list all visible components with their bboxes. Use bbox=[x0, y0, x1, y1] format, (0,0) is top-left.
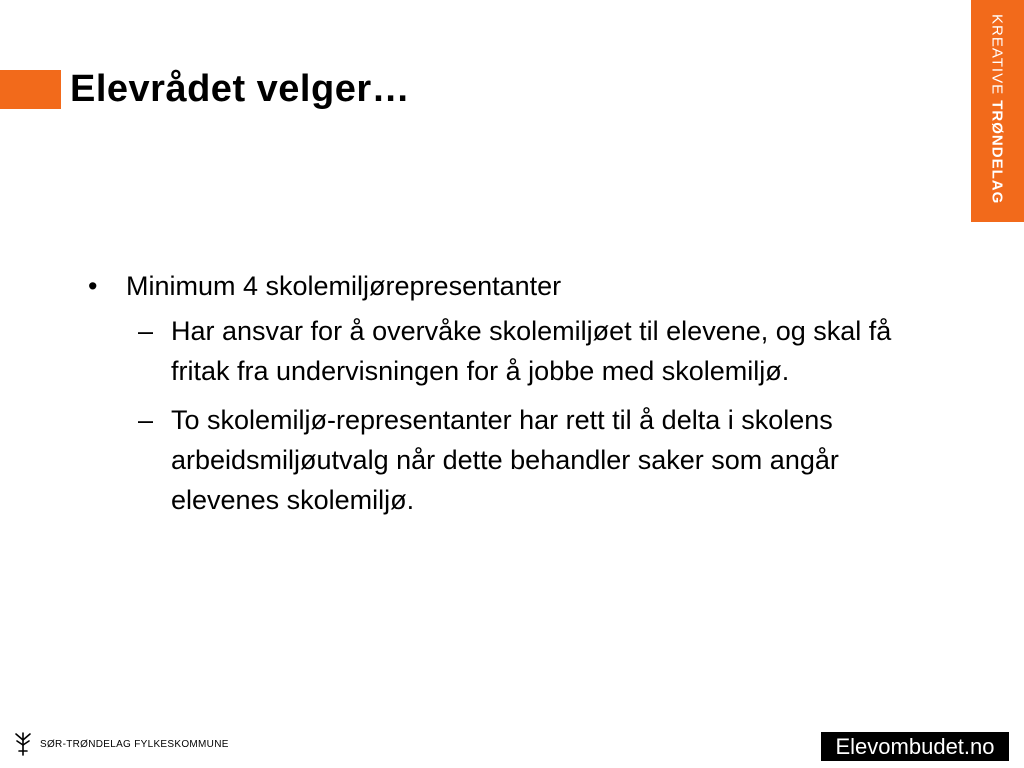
sub-bullet-marker: – bbox=[138, 316, 154, 346]
brand-tab bbox=[971, 0, 1024, 222]
bullet-text: Minimum 4 skolemiljørepresentanter bbox=[126, 271, 562, 301]
county-name: SØR-TRØNDELAG FYLKESKOMMUNE bbox=[40, 738, 229, 750]
sub-bullet-list bbox=[138, 311, 948, 520]
bullet-item bbox=[88, 266, 948, 306]
website-badge: Elevombudet.no bbox=[821, 732, 1009, 761]
sub-bullet-marker: – bbox=[138, 405, 154, 435]
brand-wordmark bbox=[989, 14, 1006, 204]
county-crest-icon bbox=[12, 731, 34, 757]
brand-wordmark-light: KREATIVE bbox=[988, 14, 1006, 101]
title-accent-bar bbox=[0, 70, 61, 109]
bullet-marker: • bbox=[88, 271, 98, 301]
sub-bullet-text: Har ansvar for å overvåke skolemiljøet til elevene, og skal få fritak fra undervisningen for å jobbe med skolemiljø. bbox=[171, 316, 892, 386]
sub-bullet-item bbox=[138, 400, 948, 520]
brand-wordmark-bold: TRØNDELAG bbox=[988, 100, 1006, 205]
county-logo bbox=[12, 731, 229, 757]
sub-bullet-item bbox=[138, 311, 948, 391]
slide-title: Elevrådet velger… bbox=[70, 68, 411, 110]
slide-body bbox=[88, 266, 948, 529]
sub-bullet-text: To skolemiljø-representanter har rett til å delta i skolens arbeidsmiljøutvalg når dette behandler saker som angår elevenes skolemiljø. bbox=[171, 405, 839, 515]
